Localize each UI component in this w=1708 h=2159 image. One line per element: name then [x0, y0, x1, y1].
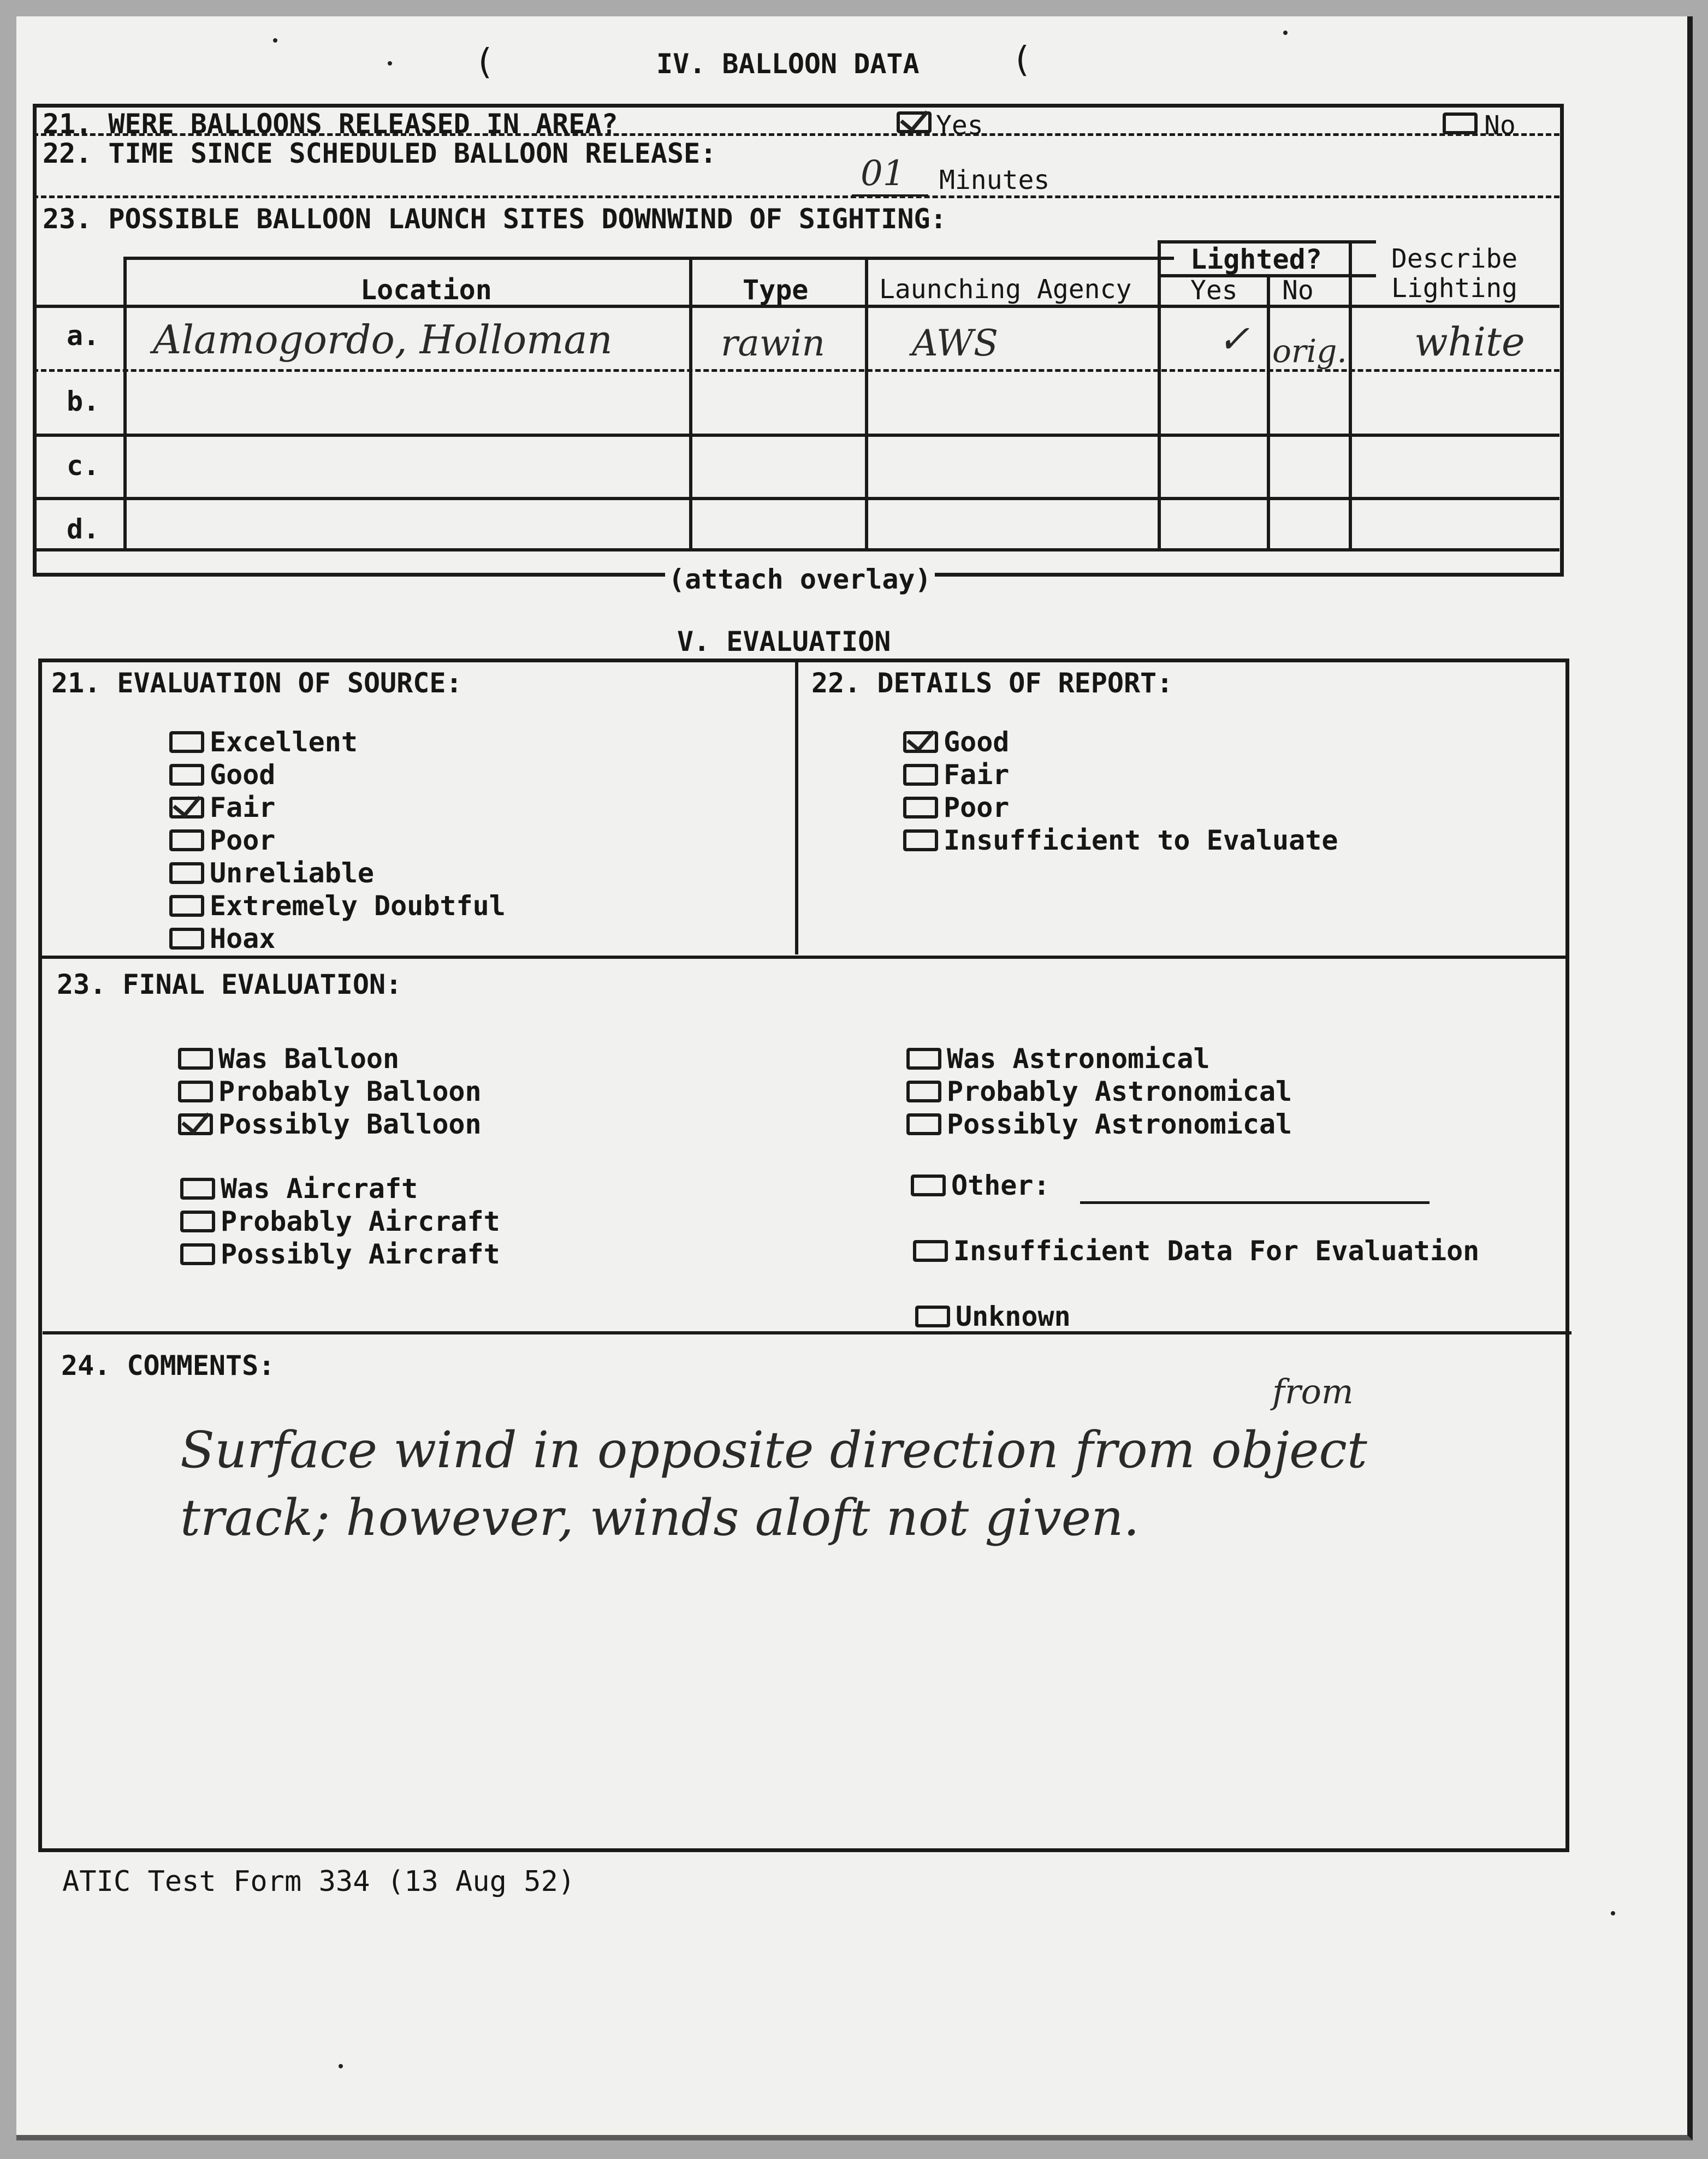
comments-label: 24. COMMENTS:: [61, 1350, 275, 1381]
details-fair-checkbox[interactable]: [903, 764, 938, 786]
source-excellent[interactable]: [169, 726, 358, 758]
details-option-label: Poor: [944, 792, 1010, 823]
q21-no-label: No: [1484, 110, 1516, 141]
source-option-label: Poor: [210, 825, 276, 856]
final-insufficient-data[interactable]: [913, 1235, 1479, 1267]
details-poor[interactable]: [903, 792, 1009, 823]
source-fair-checkbox[interactable]: [169, 797, 204, 818]
row-d-letter: d.: [67, 513, 100, 545]
final-other[interactable]: [911, 1170, 1050, 1201]
final-was-aircraft[interactable]: [180, 1173, 418, 1205]
final-probably-aircraft[interactable]: [180, 1206, 500, 1237]
col-rule: [1267, 274, 1270, 550]
row-a-letter: a.: [67, 320, 100, 352]
report-details-label: 22. DETAILS OF REPORT:: [811, 667, 1173, 699]
col-rule: [1158, 240, 1161, 550]
details-insufficient[interactable]: [903, 825, 1338, 856]
col-lighted-yes-header: Yes: [1190, 275, 1238, 306]
final-was-astronomical[interactable]: [906, 1043, 1210, 1075]
other-write-in-line[interactable]: [1080, 1201, 1430, 1204]
col-lighting-header: Lighting: [1391, 273, 1518, 304]
final-unknown-checkbox[interactable]: [915, 1306, 950, 1327]
q22-value: 01: [861, 153, 905, 194]
comment-line-2: track; however, winds aloft not given.: [180, 1488, 1140, 1547]
comment-inserted-word: from: [1272, 1372, 1354, 1411]
final-probably-astronomical-checkbox[interactable]: [906, 1081, 941, 1102]
final-option-label: Unknown: [956, 1301, 1071, 1332]
row-c-letter: c.: [67, 450, 100, 482]
details-option-label: Fair: [944, 759, 1010, 791]
final-option-label: Possibly Balloon: [218, 1108, 482, 1140]
source-hoax-checkbox[interactable]: [169, 928, 204, 950]
scan-speck: [273, 38, 277, 43]
final-option-label: Insufficient Data For Evaluation: [953, 1235, 1480, 1267]
final-option-label: Was Balloon: [218, 1043, 400, 1075]
col-rule: [123, 257, 127, 550]
col-rule: [1349, 240, 1352, 550]
source-hoax[interactable]: [169, 923, 275, 954]
final-option-label: Probably Astronomical: [947, 1076, 1292, 1107]
section-v-title: V. EVALUATION: [677, 626, 891, 657]
final-was-astronomical-checkbox[interactable]: [906, 1048, 941, 1070]
q21-label: 21. WERE BALLOONS RELEASED IN AREA?: [43, 108, 618, 140]
final-possibly-astronomical-checkbox[interactable]: [906, 1113, 941, 1135]
source-extremely-doubtful-checkbox[interactable]: [169, 895, 204, 917]
scan-mark: (: [1011, 40, 1033, 80]
details-option-label: Good: [944, 726, 1010, 758]
row-a-lighting: white: [1414, 319, 1525, 365]
final-option-label: Was Astronomical: [947, 1043, 1210, 1075]
row-rule: [33, 497, 1559, 500]
details-good[interactable]: [903, 726, 1009, 758]
source-fair[interactable]: [169, 792, 275, 823]
details-option-label: Insufficient to Evaluate: [944, 825, 1338, 856]
final-insufficient-data-checkbox[interactable]: [913, 1240, 948, 1262]
details-poor-checkbox[interactable]: [903, 797, 938, 818]
final-option-label: Other:: [951, 1170, 1050, 1201]
section-iv-title: IV. BALLOON DATA: [656, 48, 920, 80]
col-rule: [865, 257, 868, 550]
row-a-lighted-no: orig.: [1272, 333, 1347, 370]
final-option-label: Probably Aircraft: [221, 1206, 500, 1237]
scan-speck: [1283, 31, 1288, 35]
source-good-checkbox[interactable]: [169, 764, 204, 786]
source-excellent-checkbox[interactable]: [169, 731, 204, 753]
final-evaluation-label: 23. FINAL EVALUATION:: [57, 969, 402, 1000]
scan-speck: [339, 2064, 343, 2068]
final-possibly-aircraft[interactable]: [180, 1238, 500, 1270]
final-possibly-aircraft-checkbox[interactable]: [180, 1243, 215, 1265]
final-option-label: Was Aircraft: [221, 1173, 418, 1205]
frame-line: [33, 548, 1559, 551]
final-was-balloon-checkbox[interactable]: [178, 1048, 213, 1070]
final-probably-balloon-checkbox[interactable]: [178, 1081, 213, 1102]
q23-label: 23. POSSIBLE BALLOON LAUNCH SITES DOWNWIND OF SIGHTING:: [43, 203, 947, 235]
final-possibly-astronomical[interactable]: [906, 1108, 1292, 1140]
source-option-label: Unreliable: [210, 857, 375, 889]
source-unreliable[interactable]: [169, 857, 374, 889]
row-a-type: rawin: [721, 322, 826, 364]
final-possibly-balloon[interactable]: [178, 1108, 482, 1140]
source-option-label: Excellent: [210, 726, 358, 758]
final-option-label: Possibly Aircraft: [221, 1238, 500, 1270]
source-extremely-doubtful[interactable]: [169, 890, 506, 922]
final-option-label: Probably Balloon: [218, 1076, 482, 1107]
final-possibly-balloon-checkbox[interactable]: [178, 1113, 213, 1135]
row-a-lighted-yes: ✓: [1218, 317, 1250, 361]
final-probably-balloon[interactable]: [178, 1076, 482, 1107]
details-good-checkbox[interactable]: [903, 731, 938, 753]
attach-overlay-note: (attach overlay): [665, 566, 935, 593]
q22-value-underline: [852, 194, 928, 197]
source-option-label: Good: [210, 759, 276, 791]
eval-source-label: 21. EVALUATION OF SOURCE:: [51, 667, 462, 699]
row-b-letter: b.: [67, 385, 100, 417]
col-rule: [689, 257, 692, 550]
col-lighted-no-header: No: [1282, 275, 1314, 306]
q22-unit: Minutes: [939, 165, 1050, 195]
final-option-label: Possibly Astronomical: [947, 1108, 1292, 1140]
final-other-checkbox[interactable]: [911, 1175, 946, 1196]
details-insufficient-checkbox[interactable]: [903, 829, 938, 851]
q22-label: 22. TIME SINCE SCHEDULED BALLOON RELEASE:: [43, 138, 717, 169]
row-rule: [33, 434, 1559, 437]
q21-yes-label: Yes: [936, 110, 983, 141]
final-unknown[interactable]: [915, 1301, 1071, 1332]
frame-line: [33, 195, 1559, 198]
eval-divider: [795, 659, 798, 954]
scan-speck: [388, 61, 392, 66]
col-location-header: Location: [360, 274, 492, 306]
source-poor[interactable]: [169, 825, 275, 856]
table-top-rule: [123, 257, 1174, 260]
source-unreliable-checkbox[interactable]: [169, 862, 204, 884]
row-a-location: Alamogordo, Holloman: [153, 317, 613, 363]
form-footer: ATIC Test Form 334 (13 Aug 52): [62, 1865, 576, 1898]
source-option-label: Extremely Doubtful: [210, 890, 506, 922]
final-was-aircraft-checkbox[interactable]: [180, 1178, 215, 1200]
source-good[interactable]: [169, 759, 275, 791]
col-lighted-header: Lighted?: [1190, 244, 1322, 275]
col-describe-header: Describe: [1391, 244, 1518, 274]
q21-no-checkbox[interactable]: [1443, 112, 1478, 134]
scan-speck: [1611, 1911, 1615, 1915]
col-agency-header: Launching Agency: [879, 274, 1132, 305]
final-was-balloon[interactable]: [178, 1043, 399, 1075]
col-type-header: Type: [743, 274, 809, 306]
final-probably-aircraft-checkbox[interactable]: [180, 1211, 215, 1232]
comment-line-1: Surface wind in opposite direction from object: [180, 1421, 1367, 1479]
form-sheet: [16, 16, 1693, 2140]
eval-rule: [43, 1331, 1571, 1334]
final-probably-astronomical[interactable]: [906, 1076, 1292, 1107]
source-poor-checkbox[interactable]: [169, 829, 204, 851]
q21-yes-checkbox[interactable]: [897, 111, 932, 133]
source-option-label: Hoax: [210, 923, 276, 954]
eval-rule: [38, 956, 1567, 959]
details-fair[interactable]: [903, 759, 1009, 791]
source-option-label: Fair: [210, 792, 276, 823]
scan-mark: (: [474, 42, 495, 82]
row-a-agency: AWS: [912, 322, 999, 364]
